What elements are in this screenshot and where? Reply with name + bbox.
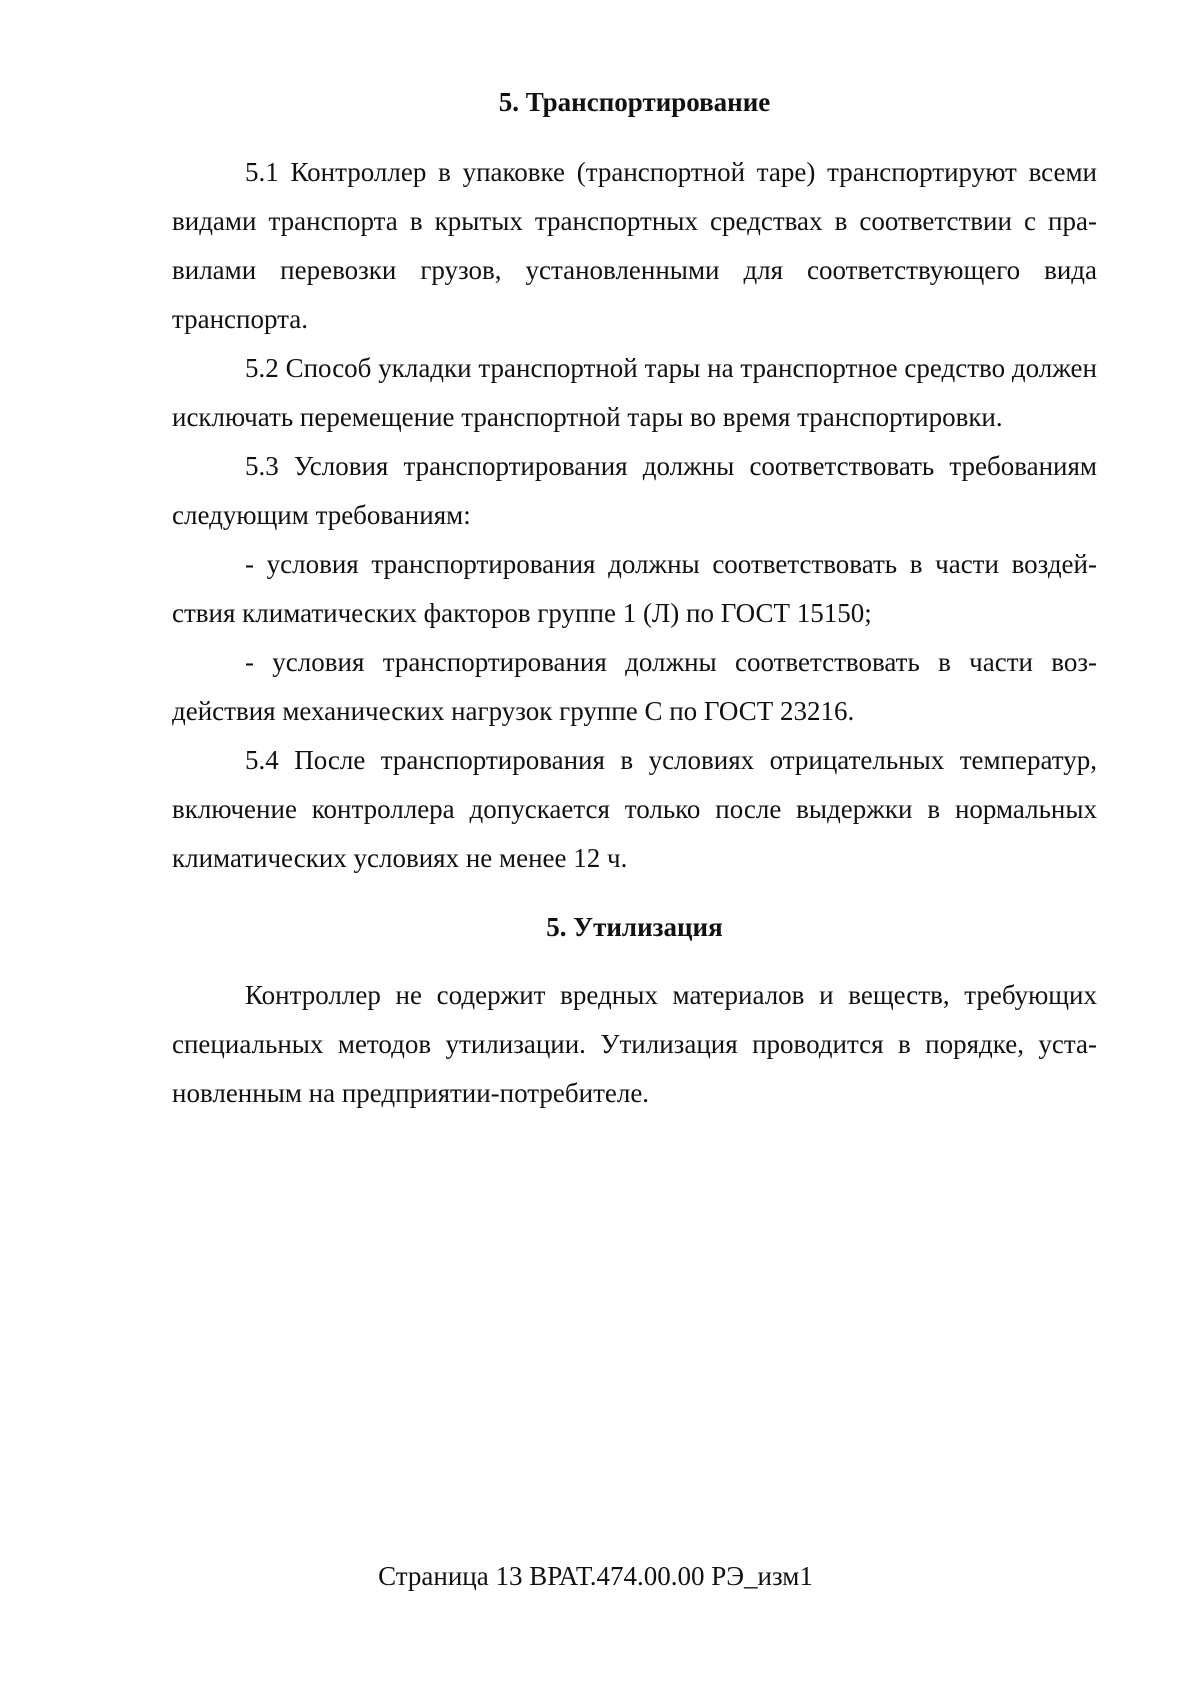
paragraph-5-2: 5.2 Способ укладки транспортной тары на транспортное средство должен исключать перемещение транспортной тары во время транспортировки. xyxy=(172,353,1097,432)
section-title-transport: 5. Транспортирование xyxy=(498,87,771,117)
paragraph-5-4: 5.4 После транспортирования в условиях отрицательных температур, включение контроллера допускается только после выдержки в нормальных климатических условиях не менее 12 ч. xyxy=(172,745,1097,873)
document-content xyxy=(172,82,1097,1118)
list-item-climatic: - условия транспортирования должны соответствовать в части воздействия климатических факторов группе 1 (Л) по ГОСТ 15150; xyxy=(172,549,1097,628)
page-footer: Страница 13 ВРАТ.474.00.00 РЭ_изм1 xyxy=(378,1561,813,1591)
list-item-mechanical: - условия транспортирования должны соответствовать в части воздействия механических нагрузок группе С по ГОСТ 23216. xyxy=(172,647,1097,726)
paragraph-disposal: Контроллер не содержит вредных материалов и веществ, требующих специальных методов утилизации. Утилизация проводится в порядке, установленным на предприятии-потребителе. xyxy=(172,980,1097,1108)
paragraph-5-3: 5.3 Условия транспортирования должны соответствовать требованиям следующим требованиям: xyxy=(172,451,1097,530)
paragraph-5-1: 5.1 Контроллер в упаковке (транспортной таре) транспортируют всеми видами транспорта в крытых транспортных средствах в соответствии с правилами перевозки грузов, установленными для соответствующего вида транспорта. xyxy=(172,157,1097,334)
section-title-disposal: 5. Утилизация xyxy=(546,912,723,942)
